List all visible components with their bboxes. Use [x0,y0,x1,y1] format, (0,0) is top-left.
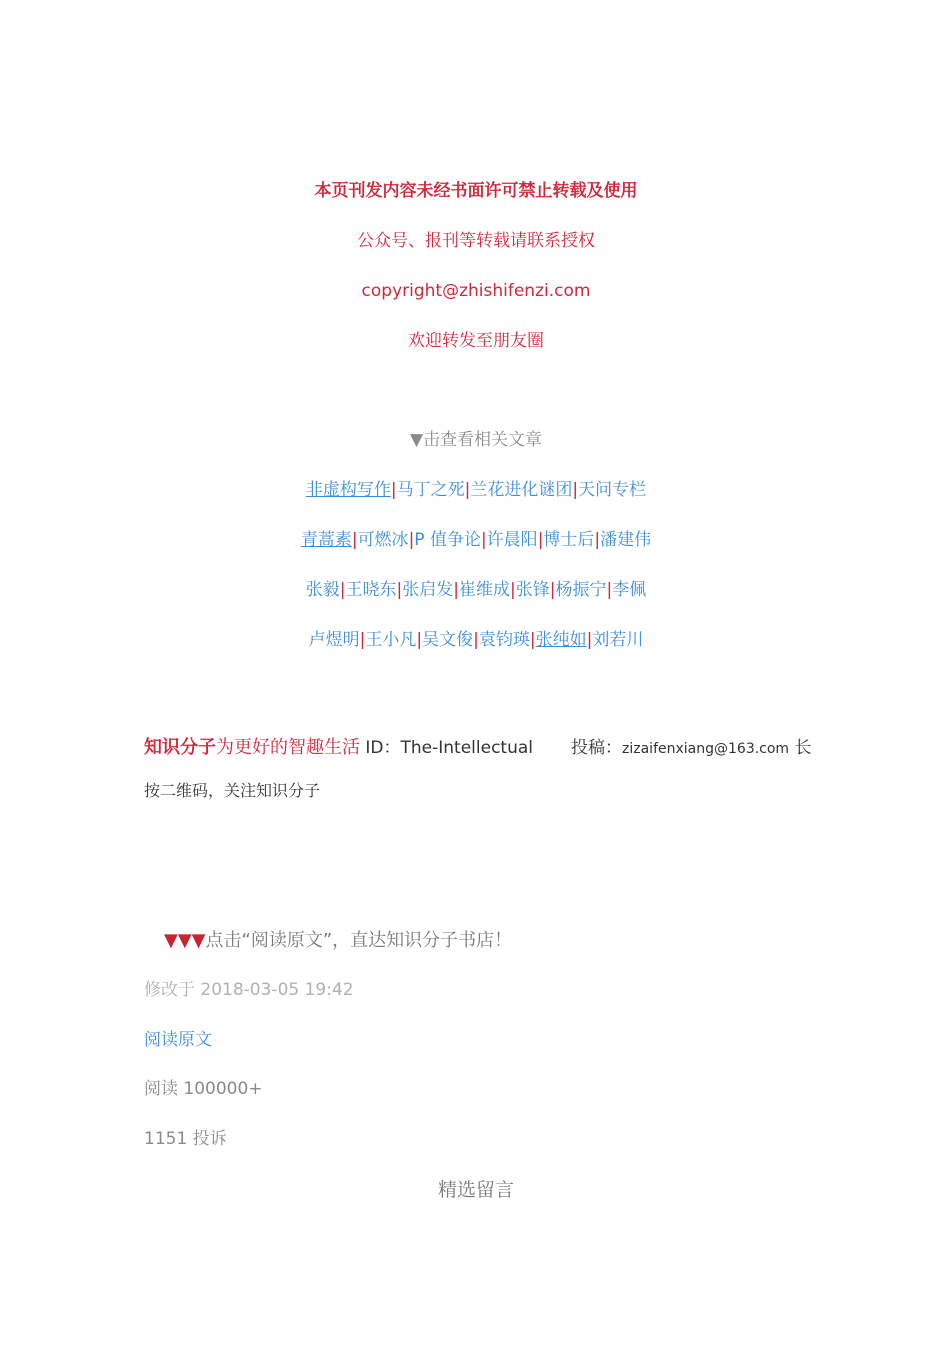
link-separator: | [416,630,423,650]
link-separator: | [594,530,601,550]
related-link[interactable]: 张锋 [515,580,550,600]
link-separator: | [464,480,471,500]
related-links-row-2 [0,528,952,552]
link-separator: | [390,480,397,500]
related-link[interactable]: 刘若川 [592,630,644,650]
brand-slogan: 为更好的智趣生活 [216,737,360,758]
related-link[interactable]: 李佩 [612,580,647,600]
related-links-row-4 [0,628,952,652]
read-count: 阅读 100000+ [144,1079,263,1099]
related-link[interactable]: 崔维成 [459,580,510,600]
copyright-notice-line4: 欢迎转发至朋友圈 [408,331,544,351]
related-link[interactable]: P 值争论 [414,530,481,550]
bookstore-prompt[interactable] [164,928,512,954]
related-link[interactable]: 天问专栏 [578,480,647,500]
related-link[interactable]: 杨振宁 [555,580,607,600]
link-separator: | [510,580,516,600]
related-articles-heading: ▼击查看相关文章 [409,430,543,450]
brand-name: 知识分子 [144,737,216,758]
link-separator: | [408,530,415,550]
related-link[interactable]: 博士后 [543,530,595,550]
related-link[interactable]: 张启发 [402,580,454,600]
link-separator: | [586,630,593,650]
copyright-email: copyright@zhishifenzi.com [361,281,591,301]
related-links-row-3 [0,578,952,602]
copyright-notice-line2: 公众号、报刊等转载请联系授权 [357,231,595,251]
link-separator: | [359,630,366,650]
triangle-down-icon: ▼▼▼ [164,930,206,951]
link-separator: | [549,580,556,600]
link-separator: | [529,630,536,650]
related-link[interactable]: 非虚构写作 [305,480,391,500]
link-separator: | [480,530,487,550]
link-separator: | [453,580,459,600]
related-link[interactable]: 潘建伟 [600,530,652,550]
related-link[interactable]: 马丁之死 [396,480,465,500]
related-link[interactable]: 吴文俊 [422,630,474,650]
related-link[interactable]: 可燃冰 [357,530,409,550]
featured-comments-heading: 精选留言 [437,1179,514,1201]
related-link[interactable]: 张毅 [305,580,340,600]
link-separator: | [351,530,358,550]
submit-label: 投稿： [571,738,623,758]
likes-complaint[interactable]: 1151 投诉 [144,1129,227,1149]
link-separator: | [339,580,346,600]
related-link[interactable]: 张纯如 [535,630,587,650]
related-link[interactable]: 王晓东 [345,580,397,600]
modified-time: 修改于 2018-03-05 19:42 [144,980,354,1000]
related-link[interactable]: 卢煜明 [308,630,360,650]
bookstore-text: 点击“阅读原文”，直达知识分子书店！ [205,930,513,951]
related-link[interactable]: 青蒿素 [300,530,352,550]
related-link[interactable]: 许晨阳 [486,530,538,550]
link-separator: | [396,580,403,600]
related-link[interactable]: 袁钧瑛 [478,630,530,650]
related-link[interactable]: 兰花进化谜团 [470,480,573,500]
related-links-row-1 [0,478,952,502]
related-link[interactable]: 王小凡 [365,630,417,650]
link-separator: | [537,530,544,550]
read-original-link[interactable]: 阅读原文 [144,1030,212,1050]
account-id: ID：The-Intellectual [360,738,534,758]
link-separator: | [606,580,613,600]
link-separator: | [572,480,579,500]
copyright-notice-line1: 本页刊发内容未经书面许可禁止转载及使用 [314,181,638,201]
link-separator: | [473,630,479,650]
submit-email: zizaifenxiang@163.com [622,741,790,757]
footer-info-line [144,735,811,762]
qr-follow-text: 按二维码，关注知识分子 [144,781,321,800]
qr-prefix: 长 [789,738,812,758]
